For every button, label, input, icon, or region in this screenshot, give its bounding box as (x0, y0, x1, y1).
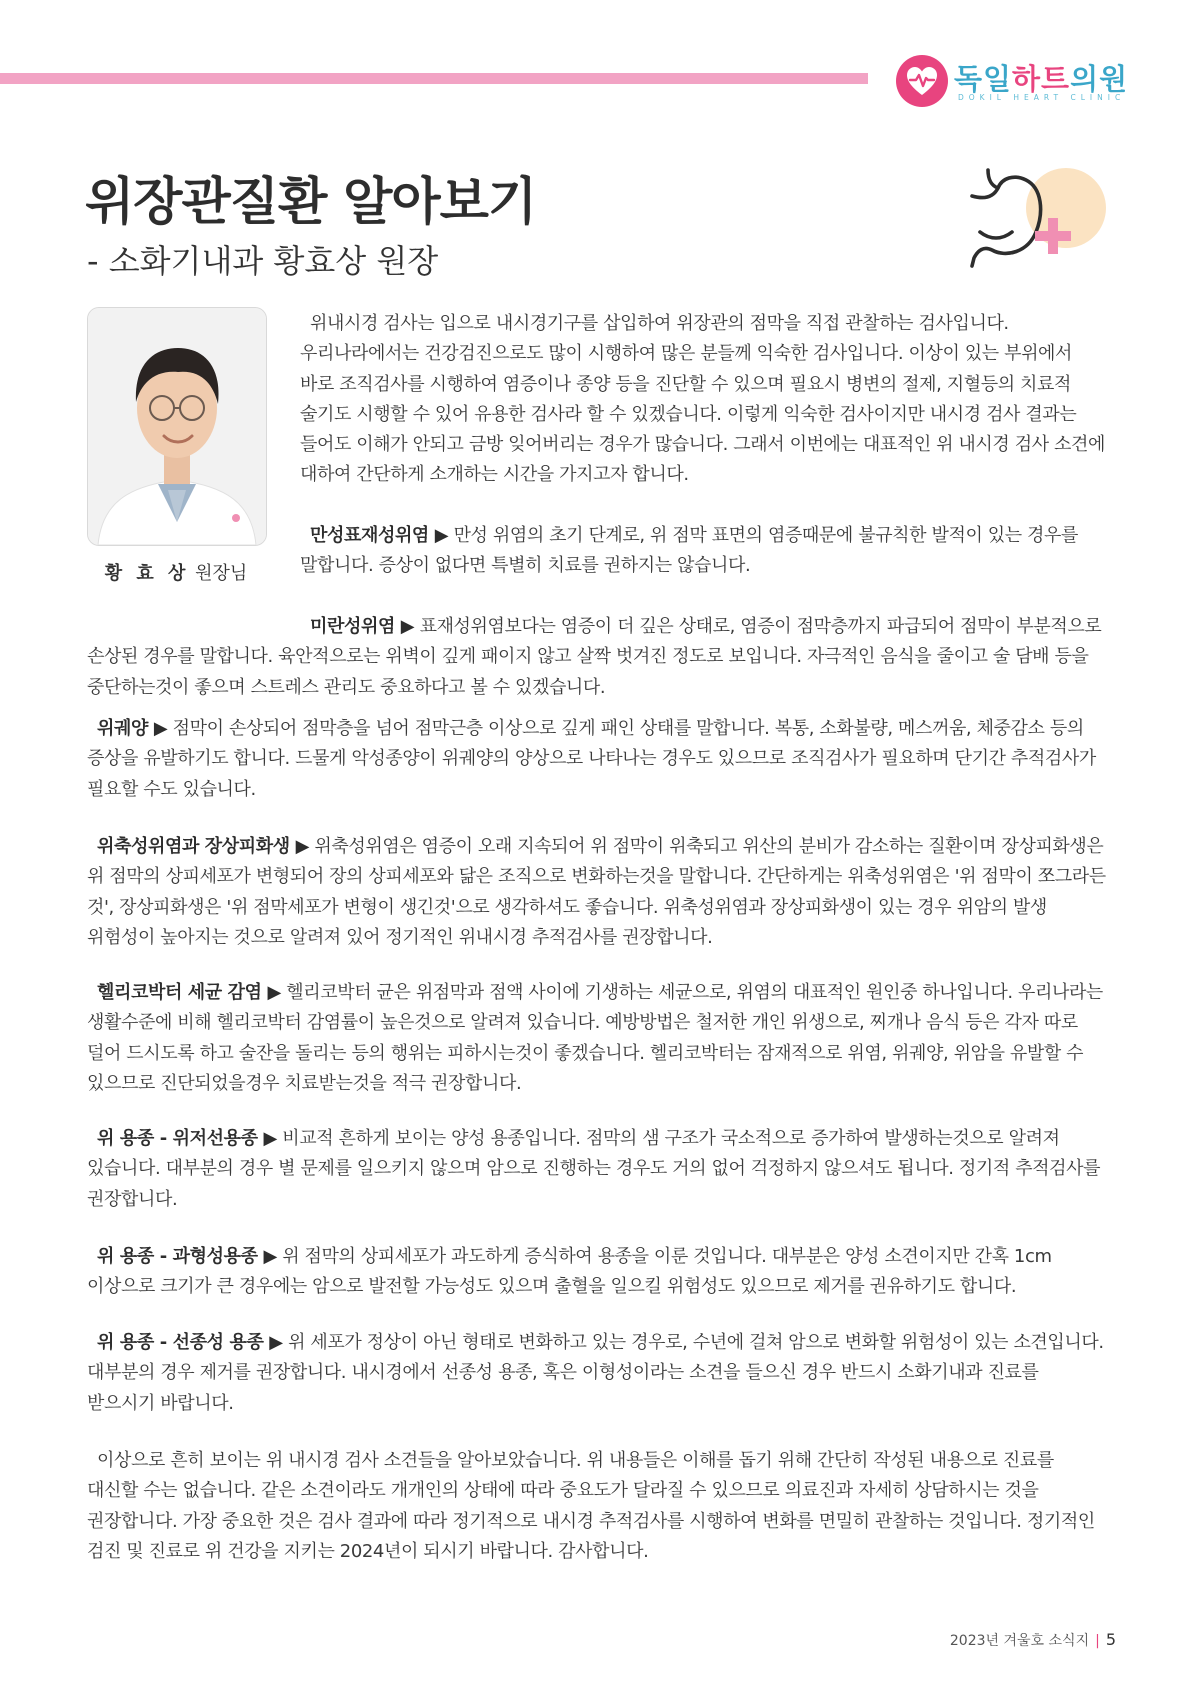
section-erosive-gastritis: 미란성위염 ▶ 표재성위염보다는 염증이 더 깊은 상태로, 염증이 점막층까지 파급되어 점막이 부분적으로 손상된 경우를 말합니다. 육안적으로는 위벽이 깊게 패이지 않고 살짝 벗겨진 정도로 보입니다. 자극적인 음식을 줄이고 술 담배 등을 중단하는것이 좋으며 스트레스 관리도 중요하다고 볼 수 있겠습니다. (87, 616, 1102, 698)
page-subtitle: - 소화기내과 황효상 원장 (87, 242, 439, 280)
section-adenomatous-polyp: 위 용종 - 선종성 용종 ▶ 위 세포가 정상이 아닌 형태로 변화하고 있는 경우로, 수년에 걸쳐 암으로 변화할 위험성이 있는 소견입니다. 대부분의 경우 제거를 권장합니다. 내시경에서 선종성 용종, 혹은 이형성이라는 소견을 들으신 경우 반드시 소화기내과 진료를 받으시기 바랍니다. (87, 1332, 1104, 1414)
footer-separator: | (1095, 1633, 1100, 1649)
issue-label: 2023년 겨울호 소식지 (949, 1633, 1090, 1649)
section-hyperplastic-polyp: 위 용종 - 과형성용종 ▶ 위 점막의 상피세포가 과도하게 증식하여 용종을 이룬 것입니다. 대부분은 양성 소견이지만 간혹 1cm 이상으로 크기가 큰 경우에는 암으로 발전할 가능성도 있으며 출혈을 일으킬 위험성도 있으므로 제거를 권유하기도 합니다. (87, 1246, 1052, 1298)
header-accent-bar (0, 73, 868, 84)
heart-logo-icon (896, 55, 948, 107)
intro-paragraph: 위내시경 검사는 입으로 내시경기구를 삽입하여 위장관의 점막을 직접 관찰하는 검사입니다. 우리나라에서는 건강검진으로도 많이 시행하여 많은 분들께 익숙한 검사입니다. 이상이 있는 부위에서 바로 조직검사를 시행하여 염증이나 종양 등을 진단할 수 있으며 필요시 병변의 절제, 지혈등의 치료적 술기도 시행할 수 있어 유용한 검사라 할 수 있겠습니다. 이렇게 익숙한 검사이지만 내시경 검사 결과는 들어도 이해가 안되고 금방 잊어버리는 경우가 많습니다. 그래서 이번에는 대표적인 위 내시경 검사 소견에 대하여 간단하게 소개하는 시간을 가지고자 합니다. (300, 313, 1105, 486)
section-gastric-ulcer: 위궤양 ▶ 점막이 손상되어 점막층을 넘어 점막근층 이상으로 깊게 패인 상태를 말합니다. 복통, 소화불량, 메스꺼움, 체중감소 등의 증상을 유발하기도 합니다. 드물게 악성종양이 위궤양의 양상으로 나타나는 경우도 있으므로 조직검사가 필요하며 단기간 추적검사가 필요할 수도 있습니다. (87, 718, 1096, 800)
section-fundic-gland-polyp: 위 용종 - 위저선용종 ▶ 비교적 흔하게 보이는 양성 용종입니다. 점막의 샘 구조가 국소적으로 증가하여 발생하는것으로 알려져 있습니다. 대부분의 경우 별 문제를 일으키지 않으며 암으로 진행하는 경우도 거의 없어 걱정하지 않으셔도 됩니다. 정기적 추적검사를 권장합니다. (87, 1128, 1101, 1210)
closing-paragraph: 이상으로 흔히 보이는 위 내시경 검사 소견들을 알아보았습니다. 위 내용들은 이해를 돕기 위해 간단히 작성된 내용으로 진료를 대신할 수는 없습니다. 같은 소견이라도 개개인의 상태에 따라 중요도가 달라질 수 있으므로 의료진과 자세히 상담하시는 것을 권장합니다. 가장 중요한 것은 검사 결과에 따라 정기적으로 내시경 추적검사를 시행하여 변화를 면밀히 관찰하는 것입니다. 정기적인 검진 및 진료로 위 건강을 지키는 2024년이 되시기 바랍니다. 감사합니다. (87, 1450, 1095, 1562)
doctor-name: 황 효 상 (104, 563, 190, 584)
stomach-icon (968, 166, 1108, 276)
section-helicobacter: 헬리코박터 세균 감염 ▶ 헬리코박터 균은 위점막과 점액 사이에 기생하는 세균으로, 위염의 대표적인 원인중 하나입니다. 우리나라는 생활수준에 비해 헬리코박터 감염률이 높은것으로 알려져 있습니다. 예방방법은 철저한 개인 위생으로, 찌개나 음식 등은 각자 따로 덜어 드시도록 하고 술잔을 돌리는 등의 행위는 피하시는것이 좋겠습니다. 헬리코박터는 잠재적으로 위염, 위궤양, 위암을 유발할 수 있으므로 진단되었을경우 치료받는것을 적극 권장합니다. (87, 982, 1103, 1094)
section-atrophic-gastritis: 위축성위염과 장상피화생 ▶ 위축성위염은 염증이 오래 지속되어 위 점막이 위축되고 위산의 분비가 감소하는 질환이며 장상피화생은 위 점막의 상피세포가 변형되어 장의 상피세포와 닮은 조직으로 변화하는것을 말합니다. 간단하게는 위축성위염은 '위 점막이 쪼그라든 것', 장상피화생은 '위 점막세포가 변형이 생긴것'으로 생각하셔도 좋습니다. 위축성위염과 장상피화생이 있는 경우 위암의 발생 위험성이 높아지는 것으로 알려져 있어 정기적인 위내시경 추적검사를 권장합니다. (87, 836, 1106, 948)
doctor-photo (87, 307, 267, 546)
clinic-name-english: DOKIL HEART CLINIC (958, 93, 1126, 102)
page-title: 위장관질환 알아보기 (85, 173, 537, 232)
section-chronic-superficial-gastritis: 만성표재성위염 ▶ 만성 위염의 초기 단계로, 위 점막 표면의 염증때문에 불규칙한 발적이 있는 경우를 말합니다. 증상이 없다면 특별히 치료를 권하지는 않습니다. (300, 525, 1079, 577)
doctor-title: 원장님 (195, 563, 248, 584)
doctor-caption (87, 559, 265, 585)
clinic-name: 독일하트의원 (954, 62, 1129, 96)
page-number: 5 (1105, 1630, 1116, 1649)
clinic-logo[interactable] (896, 55, 1129, 111)
page-footer (950, 1630, 1116, 1650)
